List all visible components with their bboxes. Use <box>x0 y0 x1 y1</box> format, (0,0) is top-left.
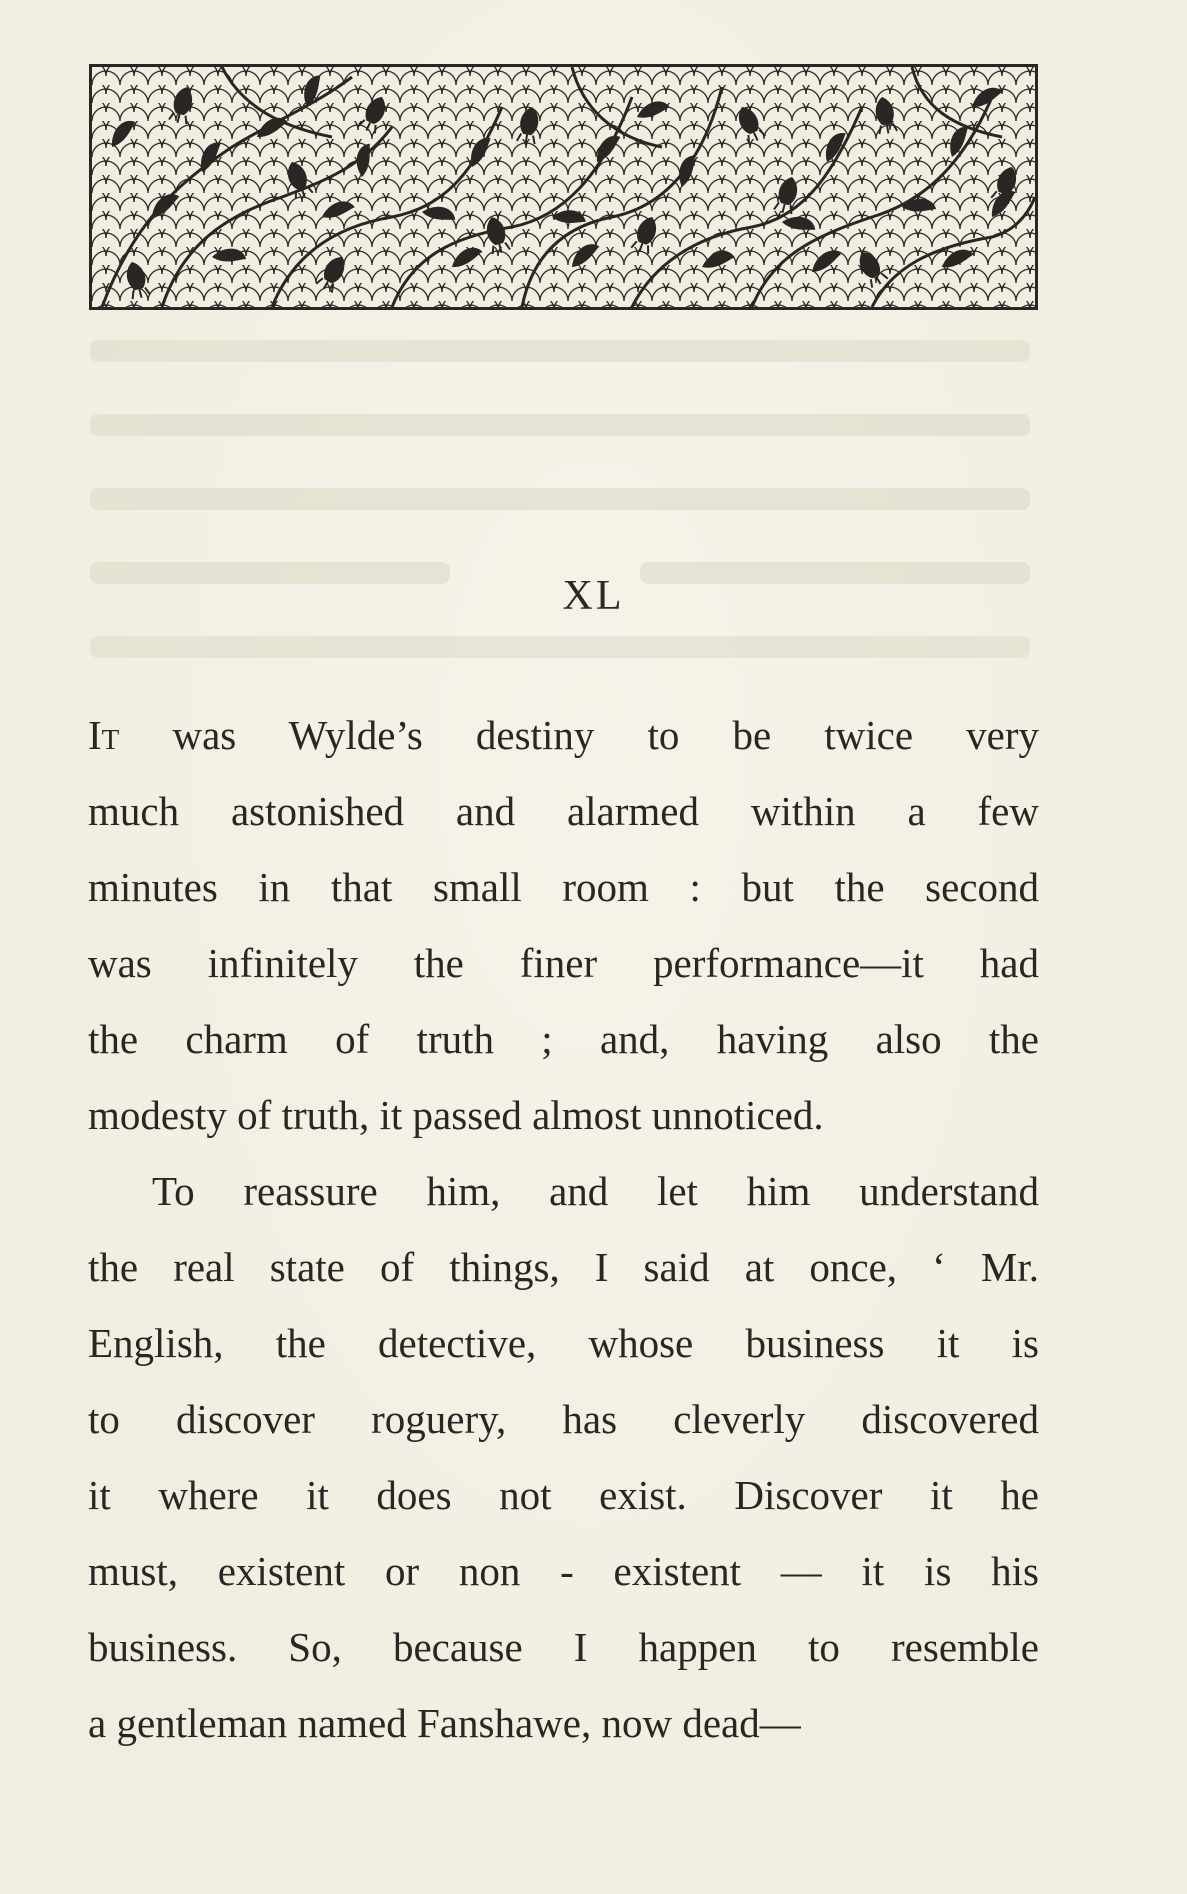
paragraph <box>88 1153 1039 1761</box>
text-line: it where it does not exist. Discover it he <box>88 1472 1039 1518</box>
text-line: English, the detective, whose business it is <box>88 1320 1039 1366</box>
chapter-number: XL <box>562 573 625 619</box>
line-remainder: was Wylde’s destiny to be twice very <box>119 712 1039 758</box>
text-line: to discover roguery, has cleverly discovered <box>88 1396 1039 1442</box>
paragraph <box>88 697 1039 1153</box>
text-line: the real state of things, I said at once, ‘ Mr. <box>88 1244 1039 1290</box>
decorative-headpiece <box>89 64 1038 310</box>
text-line: was infinitely the finer performance—it had <box>88 940 1039 986</box>
text-line: the charm of truth ; and, having also the <box>88 1016 1039 1062</box>
text-line: a gentleman named Fanshawe, now dead— <box>88 1700 801 1746</box>
chapter-lead-word: It <box>88 712 120 758</box>
text-line: To reassure him, and let him understand <box>152 1168 1039 1214</box>
body-text <box>88 697 1039 1761</box>
text-line <box>88 697 1039 773</box>
text-line: business. So, because I happen to resemble <box>88 1624 1039 1670</box>
text-line: must, existent or non - existent — it is his <box>88 1548 1039 1594</box>
text-line: much astonished and alarmed within a few <box>88 788 1039 834</box>
text-line: modesty of truth, it passed almost unnoticed. <box>88 1092 824 1138</box>
floral-ornament-icon <box>92 67 1035 307</box>
text-line: minutes in that small room : but the second <box>88 864 1039 910</box>
